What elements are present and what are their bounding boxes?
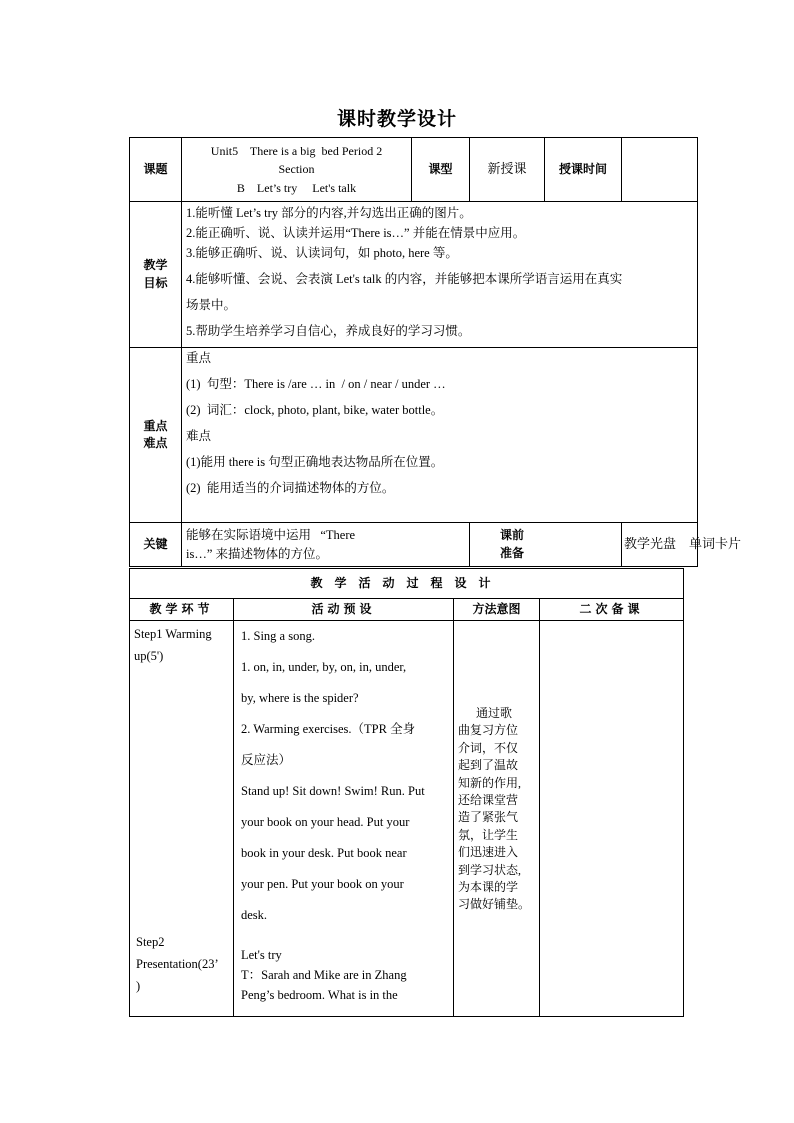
key-row xyxy=(130,523,698,567)
type-label: 课型 xyxy=(412,138,470,202)
method-line: 介词，不仅 xyxy=(458,740,519,755)
process-header-row xyxy=(130,599,684,621)
lesson-info-table xyxy=(129,137,742,567)
objective-item: 1.能听懂 Let’s try 部分的内容,并勾选出正确的图片。 xyxy=(186,206,472,220)
time-value xyxy=(622,138,698,202)
activity-line: 2. Warming exercises.（TPR 全身 xyxy=(241,722,416,736)
objective-item: 2.能正确听、说、认读并运用“There is…” 并能在情景中应用。 xyxy=(186,226,526,240)
prep-label-1: 课前 xyxy=(500,528,525,543)
method-line: 氛，让学生 xyxy=(458,827,519,842)
activity-cell xyxy=(234,621,454,1017)
step1-line: up(5') xyxy=(134,649,164,663)
topic-label: 课题 xyxy=(130,138,182,202)
col-second: 二次备课 xyxy=(540,599,684,621)
col-activity: 活动预设 xyxy=(234,599,454,621)
topic-line-2: Section xyxy=(278,162,315,177)
method-line: 知新的作用, xyxy=(458,775,522,790)
activity-line: 1. Sing a song. xyxy=(241,629,315,643)
type-value: 新授课 xyxy=(470,138,545,202)
method-line: 还给课堂营 xyxy=(458,792,519,807)
key-text-1: 能够在实际语境中运用 “There xyxy=(186,528,356,543)
step2-line: Step2 xyxy=(136,935,165,949)
keypoints-label-2: 难点 xyxy=(143,436,168,450)
prep-label-2: 准备 xyxy=(500,545,525,560)
activity-line: 1. on, in, under, by, on, in, under, xyxy=(241,660,407,674)
keypoints-content xyxy=(182,348,698,523)
keypoint-item: (2) 能用适当的介词描述物体的方位。 xyxy=(186,481,395,495)
prep-label xyxy=(470,523,622,567)
method-line: 通过歌 xyxy=(476,706,513,720)
topic-value xyxy=(182,138,412,202)
key-label: 关键 xyxy=(130,523,182,567)
activity-line: Let's try xyxy=(241,948,282,962)
objectives-row xyxy=(130,202,698,348)
process-body-row xyxy=(130,621,684,1017)
topic-line-1: Unit5 There is a big bed Period 2 xyxy=(210,143,383,158)
col-stage: 教学环节 xyxy=(130,599,234,621)
activity-line: Stand up! Sit down! Swim! Run. Put xyxy=(241,784,425,798)
keypoints-label-1: 重点 xyxy=(143,418,168,433)
activity-line: desk. xyxy=(241,908,268,922)
prep-value: 教学光盘 单词卡片 xyxy=(622,523,698,567)
method-line: 造了紧张气 xyxy=(458,810,519,825)
step2-line: Presentation(23’ xyxy=(136,957,219,971)
method-line: 到学习状态, xyxy=(458,862,522,877)
keypoint-item: 重点 xyxy=(186,351,212,365)
method-line: 们迅速进入 xyxy=(458,845,519,860)
step1-line: Step1 Warming xyxy=(134,627,212,641)
stage-cell xyxy=(130,621,234,1017)
activity-line: by, where is the spider? xyxy=(241,691,359,705)
activity-line: your pen. Put your book on your xyxy=(241,877,404,891)
activity-line: 反应法） xyxy=(241,753,292,767)
activity-line: Peng’s bedroom. What is in the xyxy=(241,988,398,1002)
keypoint-item: (1)能用 there is 句型正确地表达物品所在位置。 xyxy=(186,455,444,469)
process-table xyxy=(129,568,684,1017)
page-title: 课时教学设计 xyxy=(336,109,457,130)
activity-spacer xyxy=(241,931,449,945)
method-line: 起到了温故 xyxy=(458,758,519,773)
objectives-label-1: 教学 xyxy=(143,258,168,273)
objectives-label xyxy=(130,202,182,348)
second-prep-cell xyxy=(540,621,684,1017)
method-cell xyxy=(454,621,540,1017)
method-line: 为本课的学 xyxy=(458,879,519,894)
step1 xyxy=(134,623,229,667)
objective-item: 3.能够正确听、说、认读词句，如 photo, here 等。 xyxy=(186,246,458,260)
key-text-2: is…” 来描述物体的方位。 xyxy=(186,546,329,561)
keypoints-label xyxy=(130,348,182,523)
method-line: 习做好铺垫。 xyxy=(458,897,531,912)
key-content xyxy=(182,523,470,567)
objectives-label-2: 目标 xyxy=(143,275,168,290)
time-label: 授课时间 xyxy=(545,138,622,202)
keypoint-item: 难点 xyxy=(186,429,212,443)
method-line: 曲复习方位 xyxy=(458,723,519,738)
activity-line: T：Sarah and Mike are in Zhang xyxy=(241,968,407,982)
process-title-row xyxy=(130,569,684,599)
objective-item: 4.能够听懂、会说、会表演 Let's talk 的内容，并能够把本课所学语言运用在真实 xyxy=(186,272,623,286)
activity-line: your book on your head. Put your xyxy=(241,815,410,829)
topic-line-3: B Let’s try Let's talk xyxy=(236,180,357,195)
keypoints-row xyxy=(130,348,698,523)
topic-row xyxy=(130,138,698,202)
process-title: 教学活动过程设计 xyxy=(130,569,684,599)
step2-line: ) xyxy=(136,979,141,993)
objective-item: 5.帮助学生培养学习自信心，养成良好的学习习惯。 xyxy=(186,324,471,338)
objectives-content xyxy=(182,202,698,348)
activity-line: book in your desk. Put book near xyxy=(241,846,407,860)
step2 xyxy=(136,931,219,997)
keypoint-item: (2) 词汇：clock, photo, plant, bike, water bottle。 xyxy=(186,403,444,417)
keypoint-item: (1) 句型：There is /are … in / on / near / under … xyxy=(186,377,446,391)
col-method: 方法意图 xyxy=(454,599,540,621)
objective-item: 场景中。 xyxy=(186,298,237,312)
